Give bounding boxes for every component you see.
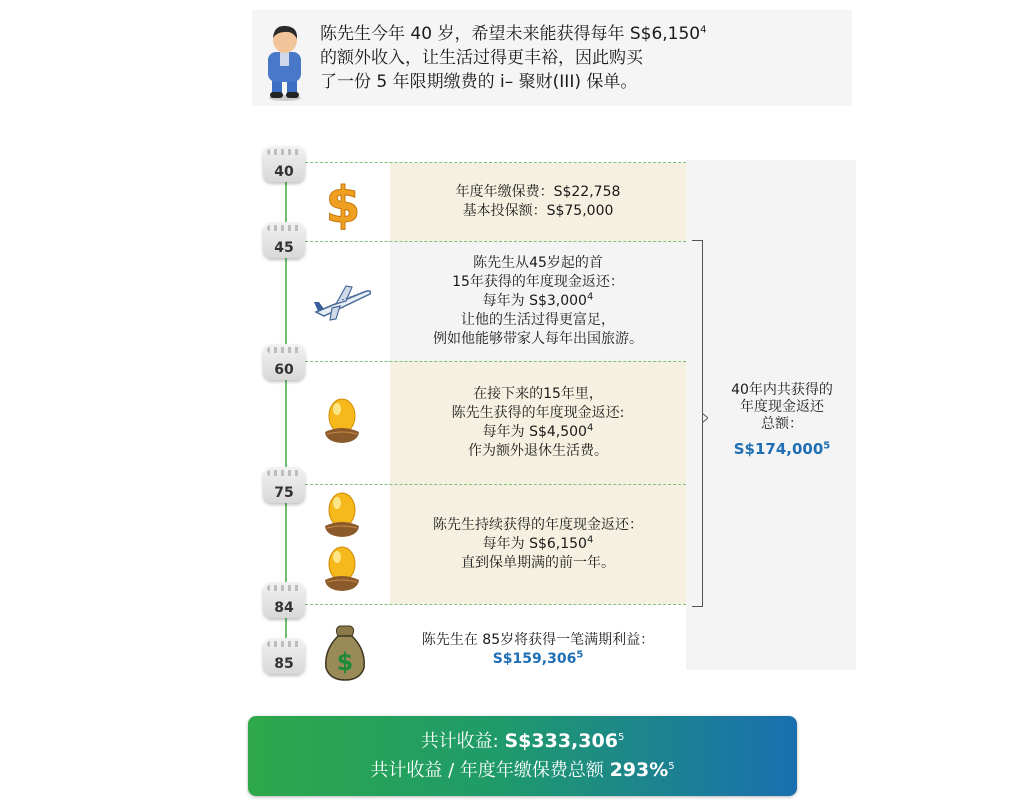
returns-ratio-value: 293%	[609, 759, 669, 781]
intro-text	[320, 22, 840, 94]
separator-84	[300, 604, 686, 605]
summary-line: 40年内共获得的	[731, 382, 833, 398]
stage-2-line: 让他的生活过得更富足，	[461, 312, 615, 328]
total-returns-banner	[248, 716, 797, 796]
person-icon	[260, 22, 310, 102]
separator-75	[300, 484, 686, 485]
footnote-marker: 5	[576, 649, 584, 661]
intro-line-2: 的额外收入，让生活过得更丰裕，因此购买	[320, 48, 643, 68]
intro-line-1: 陈先生今年 40 岁，希望未来能获得每年 S$6,150	[320, 24, 701, 44]
golden-egg-nest-icon	[322, 542, 362, 594]
footnote-marker: 5	[617, 732, 625, 743]
footnote-marker: 4	[586, 291, 594, 303]
separator-60	[300, 361, 686, 362]
age-marker-84: 84	[263, 582, 305, 618]
stage-5-text	[390, 631, 686, 669]
svg-text:$: $	[336, 648, 354, 676]
stage-3-line: 陈先生获得的年度现金返还:	[451, 405, 625, 421]
stage-3-line: 在接下来的15年里，	[473, 386, 603, 402]
stage-4-text	[390, 516, 686, 573]
basic-sum-assured: 基本投保额：S$75,000	[462, 203, 614, 219]
stage-3-amount: 每年为 S$4,500	[482, 424, 587, 440]
stage-2-text	[390, 254, 686, 349]
returns-ratio-label: 共计收益 / 年度年缴保费总额	[370, 760, 610, 781]
stage-2-line: 陈先生从45岁起的首	[473, 255, 603, 271]
stage-4-line: 陈先生持续获得的年度现金返还：	[433, 517, 643, 533]
stage-3-text	[390, 385, 686, 461]
bracket-tip	[702, 413, 708, 423]
footnote-marker: 5	[823, 440, 831, 452]
age-marker-85: 85	[263, 638, 305, 674]
stage-2-amount: 每年为 S$3,000	[482, 293, 587, 309]
total-bracket	[692, 240, 703, 607]
maturity-benefit-label: 陈先生在 85岁将获得一笔满期利益：	[421, 632, 655, 648]
footnote-marker: 4	[586, 422, 594, 434]
separator-45	[300, 241, 686, 242]
stage-3-line: 作为额外退休生活费。	[468, 443, 608, 459]
age-marker-75: 75	[263, 467, 305, 503]
annual-premium: 年度年缴保费：S$22,758	[455, 184, 621, 200]
total-cash-amount: S$174,000	[733, 440, 824, 458]
age-marker-45: 45	[263, 222, 305, 258]
stage-2-line: 15年获得的年度现金返还：	[452, 274, 624, 290]
separator-40	[300, 162, 686, 163]
svg-text:$: $	[326, 176, 360, 230]
golden-egg-nest-icon	[322, 488, 362, 540]
footnote-marker: 4	[586, 534, 594, 546]
age-marker-40: 40	[263, 146, 305, 182]
dollar-sign-icon	[326, 176, 360, 230]
intro-line-3: 了一份 5 年限期缴费的 i– 聚财(III) 保单。	[320, 72, 638, 92]
summary-line: 总额：	[761, 416, 803, 432]
footnote-marker: 4	[700, 24, 707, 36]
airplane-icon	[312, 282, 374, 322]
stage-1-text	[390, 183, 686, 221]
stage-2-line: 例如他能够带家人每年出国旅游。	[433, 331, 643, 347]
total-cash-summary	[712, 382, 852, 459]
stage-4-line: 直到保单期满的前一年。	[461, 555, 615, 571]
footnote-marker: 5	[668, 761, 675, 772]
age-marker-60: 60	[263, 344, 305, 380]
golden-egg-nest-icon	[322, 394, 362, 446]
summary-line: 年度现金返还	[740, 399, 824, 415]
total-returns-label: 共计收益:	[420, 731, 505, 752]
stage-4-amount: 每年为 S$6,150	[482, 536, 587, 552]
total-returns-value: S$333,306	[504, 730, 618, 752]
maturity-benefit-amount: S$159,306	[492, 651, 577, 667]
money-bag-icon	[322, 624, 368, 682]
